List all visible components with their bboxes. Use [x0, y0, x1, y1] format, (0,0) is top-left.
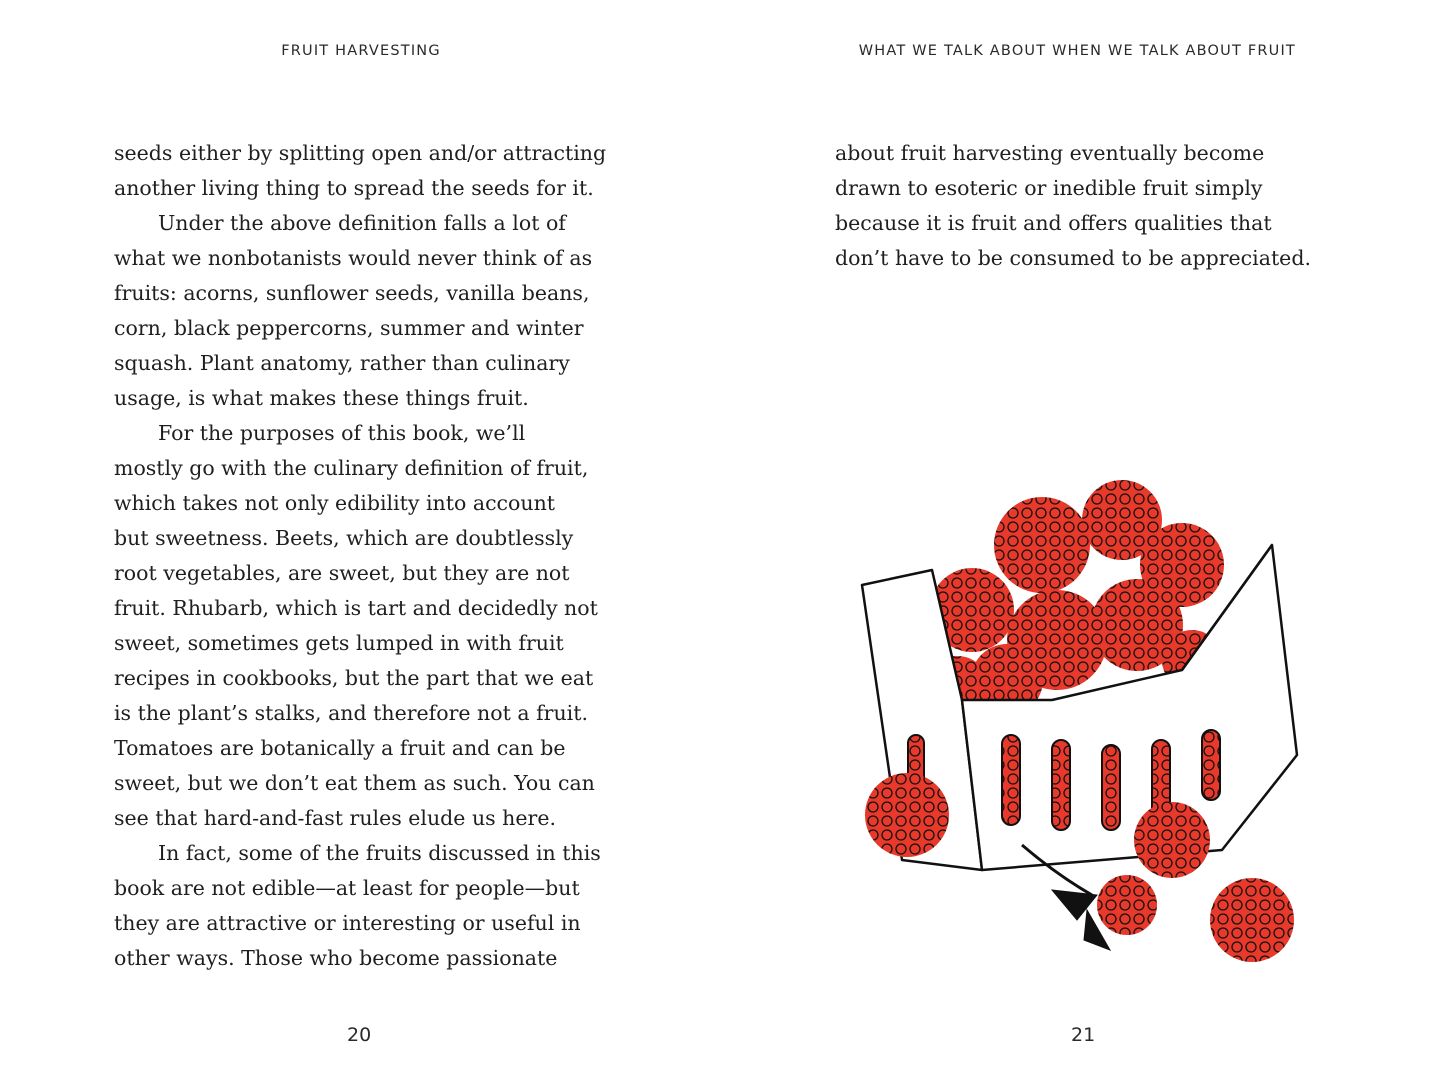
text-line: squash. Plant anatomy, rather than culinary: [114, 351, 570, 375]
text-line: about fruit harvesting eventually become: [835, 141, 1265, 165]
page-number: 21: [1071, 1024, 1096, 1046]
raspberry-basket-illustration: [852, 450, 1332, 970]
text-line: corn, black peppercorns, summer and winter: [114, 316, 584, 340]
text-line: For the purposes of this book, we’ll: [158, 421, 526, 445]
text-line: Tomatoes are botanically a fruit and can be: [114, 736, 566, 760]
body-text: [114, 136, 634, 976]
text-line: fruits: acorns, sunflower seeds, vanilla beans,: [114, 281, 590, 305]
running-head: WHAT WE TALK ABOUT WHEN WE TALK ABOUT FRUIT: [858, 43, 1296, 59]
text-line: fruit. Rhubarb, which is tart and decidedly not: [114, 596, 598, 620]
running-head: FRUIT HARVESTING: [281, 43, 441, 59]
text-line: recipes in cookbooks, but the part that we eat: [114, 666, 594, 690]
text-line: is the plant’s stalks, and therefore not a fruit.: [114, 701, 588, 725]
text-line: other ways. Those who become passionate: [114, 946, 558, 970]
page-number: 20: [347, 1024, 372, 1046]
text-line: Under the above definition falls a lot of: [158, 211, 566, 235]
text-line: don’t have to be consumed to be appreciated.: [835, 246, 1311, 270]
text-line: root vegetables, are sweet, but they are not: [114, 561, 570, 585]
text-line: but sweetness. Beets, which are doubtlessly: [114, 526, 574, 550]
text-line: sweet, sometimes gets lumped in with fruit: [114, 631, 564, 655]
body-text: [835, 136, 1355, 276]
text-line: usage, is what makes these things fruit.: [114, 386, 529, 410]
text-line: they are attractive or interesting or useful in: [114, 911, 581, 935]
right-page: [722, 0, 1444, 1084]
text-line: because it is fruit and offers qualities that: [835, 211, 1272, 235]
text-line: another living thing to spread the seeds for it.: [114, 176, 594, 200]
text-line: sweet, but we don’t eat them as such. You can: [114, 771, 595, 795]
text-line: which takes not only edibility into account: [114, 491, 556, 515]
text-line: see that hard-and-fast rules elude us here.: [114, 806, 556, 830]
text-line: drawn to esoteric or inedible fruit simply: [835, 176, 1263, 200]
text-line: mostly go with the culinary definition of fruit,: [114, 456, 589, 480]
text-line: book are not edible—at least for people—but: [114, 876, 580, 900]
left-page: [0, 0, 722, 1084]
text-line: what we nonbotanists would never think of as: [114, 246, 593, 270]
text-line: seeds either by splitting open and/or attracting: [114, 141, 607, 165]
text-line: In fact, some of the fruits discussed in this: [158, 841, 601, 865]
